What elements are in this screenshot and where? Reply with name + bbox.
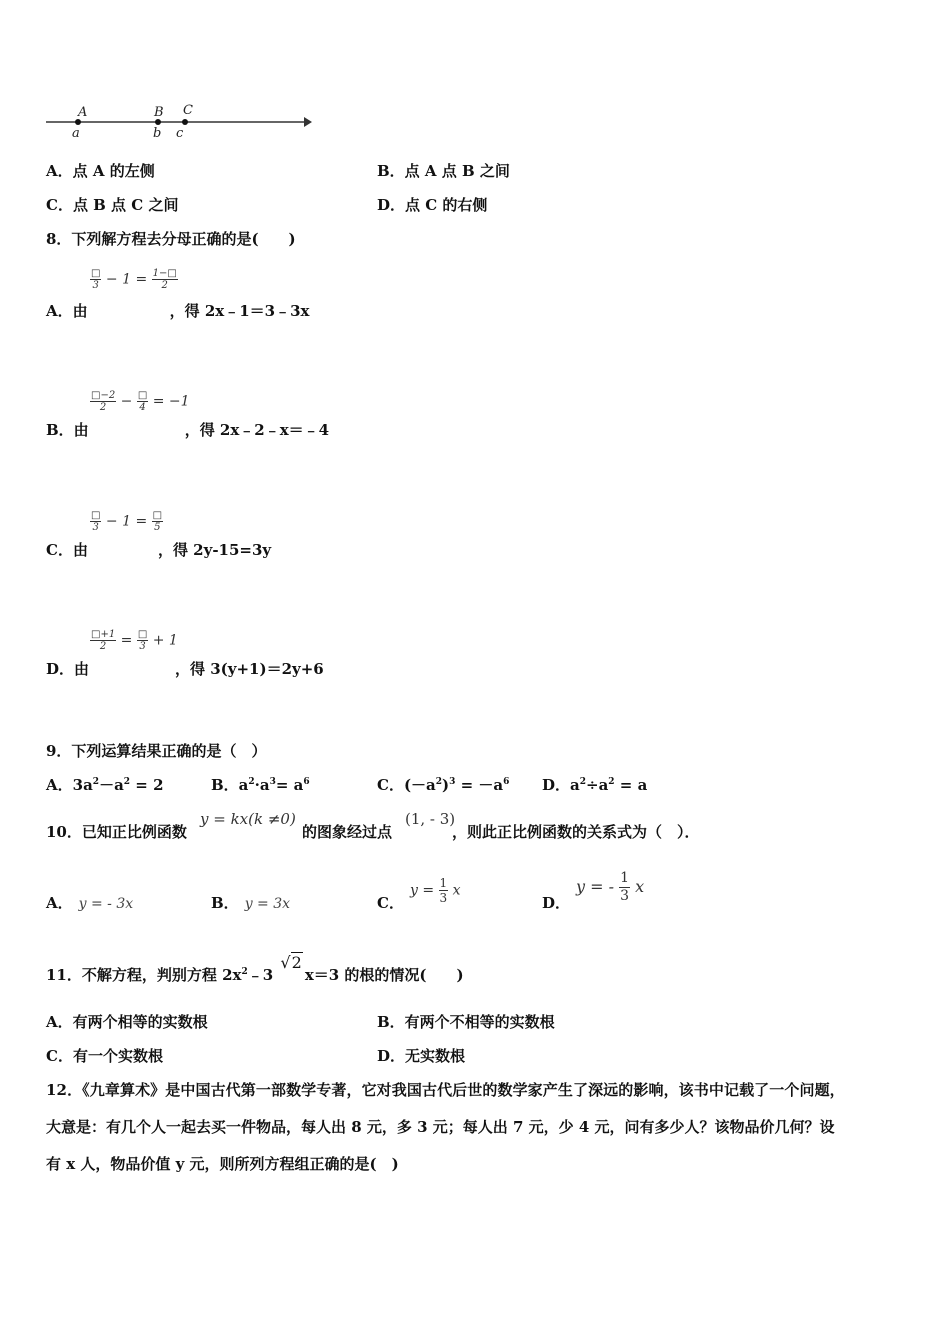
q7-option-c: C．点 B 点 C 之间: [46, 196, 179, 214]
q10-stem-c: ，则此正比例函数的关系式为（ ）．: [452, 823, 700, 841]
q11-option-a: A．有两个相等的实数根: [46, 1013, 208, 1031]
q11-stem: 11．不解方程，判别方程 $2x^2﹣3$ √2x＝3 的根的情况( ): [46, 953, 464, 984]
q8-stem: 8．下列解方程去分母正确的是( ): [46, 230, 296, 248]
q8-option-c: [46, 540, 271, 560]
q7-option-a: A．点 A 的左侧: [46, 162, 155, 180]
q10-option-a: [46, 893, 133, 914]
q8-c-equation: □ 3 − 1 = □ 5: [91, 510, 163, 533]
q12-line-3: 有 x 人，物品价值 y 元，则所列方程组正确的是( ): [46, 1155, 399, 1173]
q10-c-eq: y = $\frac{1}{3}$ x: [410, 876, 461, 905]
q10-stem-b: 的图象经过点: [302, 823, 393, 841]
q9-option-b: B．$a^2\cdot a^3= a^6$: [211, 776, 310, 794]
q7-option-d: D．点 C 的右侧: [377, 196, 488, 214]
number-line-figure: [42, 100, 314, 145]
q9-option-a: A．$3a^2-a^2 = 2$: [46, 776, 164, 794]
q8-a-equation: □ 3 − 1 = $\frac{1-□}{2}$: [91, 268, 177, 291]
q7-option-b: B．点 A 点 B 之间: [377, 162, 510, 180]
q10-b-label: B．: [211, 894, 239, 912]
q8-b-prefix: B．由: [46, 421, 89, 439]
point-c: [182, 119, 188, 125]
q8-d-prefix: D．由: [46, 660, 90, 678]
q11-option-d: D．无实数根: [377, 1047, 466, 1065]
q10-option-c: [377, 893, 404, 913]
q8-a-prefix: A．由: [46, 302, 88, 320]
q8-option-a: [46, 301, 310, 321]
q11-option-b: B．有两个不相等的实数根: [377, 1013, 555, 1031]
q9-option-d: D．$a^2\div a^2 = a$: [542, 776, 648, 794]
q10-stem-a: 10．已知正比例函数: [46, 823, 187, 841]
q8-c-prefix: C．由: [46, 541, 88, 559]
value-c-label: c: [176, 126, 184, 141]
q8-d-result: ，得 3(y+1)＝2y+6: [175, 660, 324, 678]
q10-b-eq: y = 3x: [244, 896, 291, 912]
point-b-label: B: [154, 105, 164, 120]
value-a-label: a: [72, 126, 80, 141]
q12-line-1: 12．《九章算术》是中国古代第一部数学专著，它对我国古代后世的数学家产生了深远的影响，该书中记载了一个问题，: [46, 1081, 845, 1099]
q10-a-eq: y = - 3x: [78, 896, 134, 912]
q8-a-result: ，得 2x﹣1＝3﹣3x: [169, 302, 310, 320]
q11-option-c: C．有一个实数根: [46, 1047, 163, 1065]
q10-option-b: [211, 893, 290, 914]
q10-option-d: [542, 893, 570, 913]
q11-stem-b: ﹣3: [247, 966, 274, 984]
q9-stem: 9．下列运算结果正确的是（ ）: [46, 742, 267, 760]
q10-point: (1, - 3): [405, 810, 456, 828]
q10-a-label: A．: [46, 894, 73, 912]
q8-d-equation: $\frac{□+1}{2}$ = □ 3 + 1: [91, 629, 178, 652]
q12-line-2: 大意是：有几个人一起去买一件物品，每人出 8 元，多 3 元；每人出 7 元，少 4 元，问有多少人？该物品价几何？设: [46, 1118, 835, 1136]
q9-option-c: C．$(-a^2)^3 = -a^6$: [377, 776, 510, 794]
q8-c-result: ，得 2y-15=3y: [157, 541, 272, 559]
q11-stem-a: 11．不解方程，判别方程 2x: [46, 966, 242, 984]
q8-b-equation: $\frac{□-2}{2}$ − □ 4 = −1: [91, 390, 190, 413]
q10-c-label: C．: [377, 894, 404, 912]
point-c-label: C: [183, 103, 193, 118]
q11-stem-c: x＝3 的根的情况( ): [304, 966, 464, 984]
q8-option-d: [46, 659, 324, 679]
q10-d-eq: y = - $\frac{1}{3}$ x: [576, 870, 645, 904]
q10-d-label: D．: [542, 894, 571, 912]
q8-b-result: ，得 2x﹣2﹣x＝﹣4: [184, 421, 330, 439]
q8-option-b: [46, 420, 329, 440]
q10-function: y = kx(k ≠0): [200, 810, 296, 828]
sqrt-2: √2: [280, 953, 302, 972]
point-a-label: A: [78, 105, 88, 120]
value-b-label: b: [153, 126, 162, 141]
